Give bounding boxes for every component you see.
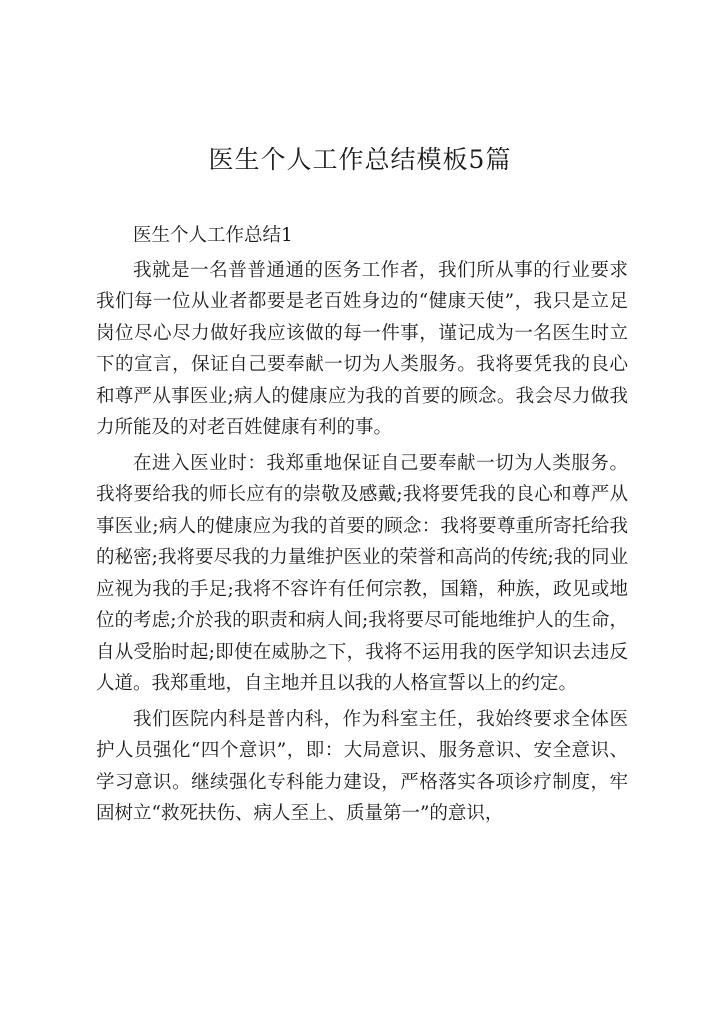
section-heading: 医生个人工作总结1 [133,225,293,246]
document-body [96,220,628,834]
document-title: 医生个人工作总结模板5篇 [208,145,512,174]
paragraph-1: 我就是一名普普通通的医务工作者，我们所从事的行业要求我们每一位从业者都要是老百姓身边的“健康天使”，我只是立足岗位尽心尽力做好我应该做的每一件事，谨记成为一名医生时立下的宣言，保证自己要奉献一切为人类服务。我将要凭我的良心和尊严从事医业;病人的健康应为我的首要的顾念。我会尽力做我力所能及的对老百姓健康有利的事。 [96,259,628,438]
paragraph-2: 在进入医业时：我郑重地保证自己要奉献一切为人类服务。我将要给我的师长应有的崇敬及感戴;我将要凭我的良心和尊严从事医业;病人的健康应为我的首要的顾念：我将要尊重所寄托给我的秘密;我将要尽我的力量维护医业的荣誉和高尚的传统;我的同业应视为我的手足;我将不容许有任何宗教，国籍，种族，政见或地位的考虑;介於我的职责和病人间;我将要尽可能地维护人的生命，自从受胎时起;即使在威胁之下，我将不运用我的医学知识去违反人道。我郑重地，自主地并且以我的人格宣誓以上的约定。 [96,452,628,694]
paragraph-3: 我们医院内科是普内科，作为科室主任，我始终要求全体医护人员强化“四个意识”，即：大局意识、服务意识、安全意识、学习意识。继续强化专科能力建设，严格落实各项诊疗制度，牢固树立“救死扶伤、病人至上、质量第一”的意识， [96,708,628,824]
